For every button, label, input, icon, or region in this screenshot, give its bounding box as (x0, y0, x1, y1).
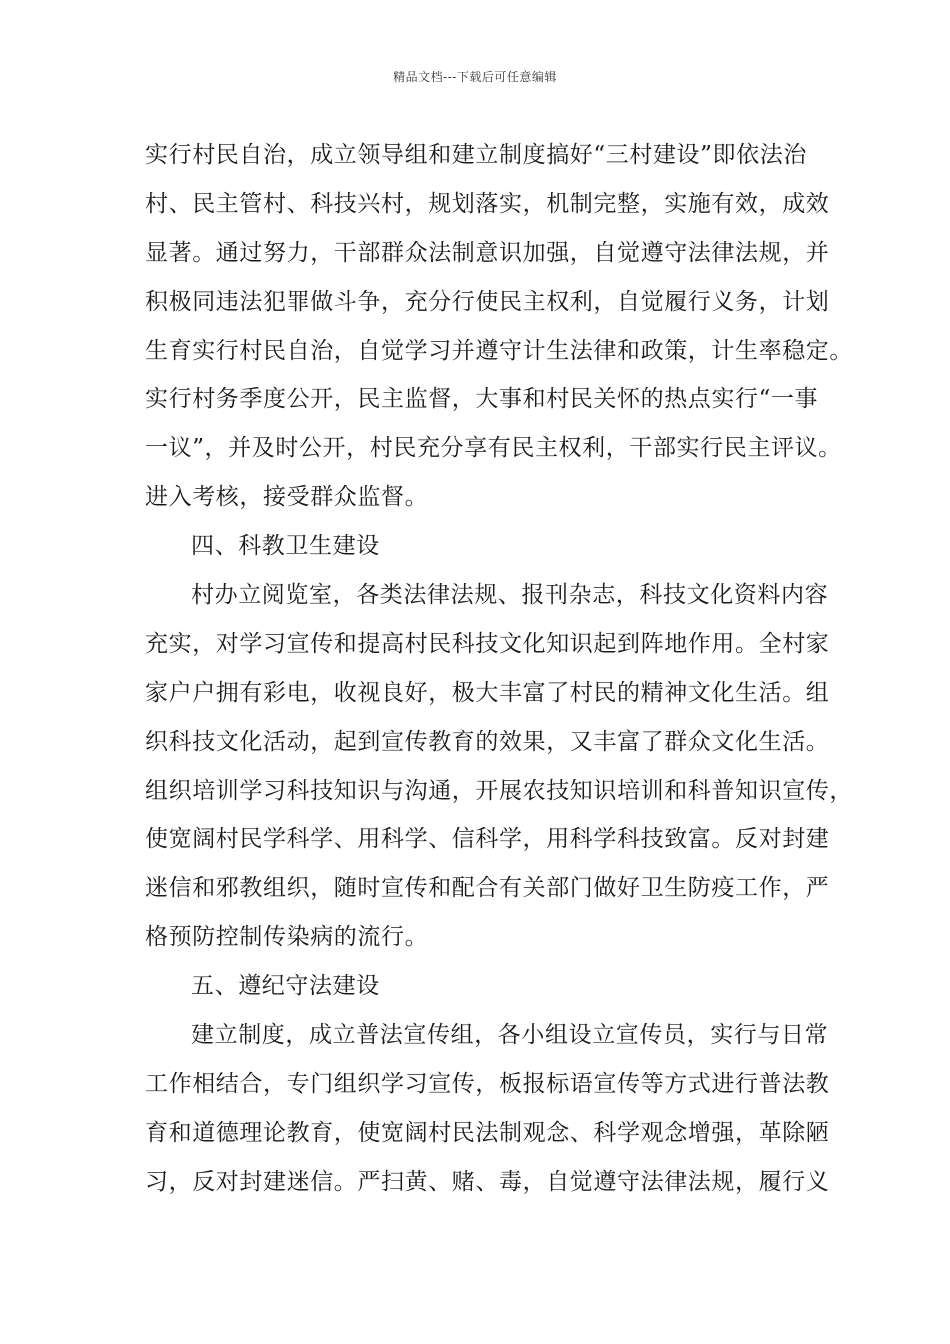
text-line: 使宽阔村民学科学、用科学、信科学，用科学科技致富。反对封建 (145, 826, 830, 853)
text-line: 村、民主管村、科技兴村，规划落实，机制完整，实施有效，成效 (145, 190, 830, 217)
section-heading: 四、科教卫生建设 (191, 533, 380, 560)
text-line: 生育实行村民自治，自觉学习并遵守计生法律和政策，计生率稳定。 (145, 337, 853, 364)
text-line: 充实，对学习宣传和提高村民科技文化知识起到阵地作用。全村家 (145, 630, 830, 657)
document-body (145, 131, 853, 1207)
text-line: 家户户拥有彩电，收视良好，极大丰富了村民的精神文化生活。组 (145, 679, 830, 706)
text-line: 显著。通过努力，干部群众法制意识加强，自觉遵守法律法规，并 (145, 239, 830, 266)
text-line: 工作相结合，专门组织学习宣传，板报标语宣传等方式进行普法教 (145, 1070, 830, 1097)
text-line: 织科技文化活动，起到宣传教育的效果，又丰富了群众文化生活。 (145, 728, 830, 755)
text-line: 实行村民自治，成立领导组和建立制度搞好“三村建设”即依法治 (145, 142, 807, 168)
text-line: 积极同违法犯罪做斗争，充分行使民主权利，自觉履行义务，计划 (145, 288, 830, 315)
section-heading: 五、遵纪守法建设 (191, 973, 380, 1000)
paragraph-first-line: 建立制度，成立普法宣传组，各小组设立宣传员，实行与日常 (191, 1022, 829, 1049)
page-header: 精品文档---下载后可任意编辑 (393, 70, 557, 84)
text-line: 迷信和邪教组织，随时宣传和配合有关部门做好卫生防疫工作，严 (145, 875, 830, 902)
text-line: 一议”，并及时公开，村民充分享有民主权利，干部实行民主评议。 (145, 435, 842, 462)
text-line: 格预防控制传染病的流行。 (145, 924, 429, 951)
text-line: 习，反对封建迷信。严扫黄、赌、毒，自觉遵守法律法规，履行义 (145, 1168, 830, 1195)
paragraph-first-line: 村办立阅览室，各类法律法规、报刊杂志，科技文化资料内容 (191, 582, 829, 609)
text-line: 组织培训学习科技知识与沟通，开展农技知识培训和科普知识宣传， (145, 777, 853, 804)
text-line: 实行村务季度公开，民主监督，大事和村民关怀的热点实行“一事 (145, 386, 819, 413)
text-line: 进入考核，接受群众监督。 (145, 484, 429, 511)
text-line: 育和道德理论教育，使宽阔村民法制观念、科学观念增强，革除陋 (145, 1119, 830, 1146)
